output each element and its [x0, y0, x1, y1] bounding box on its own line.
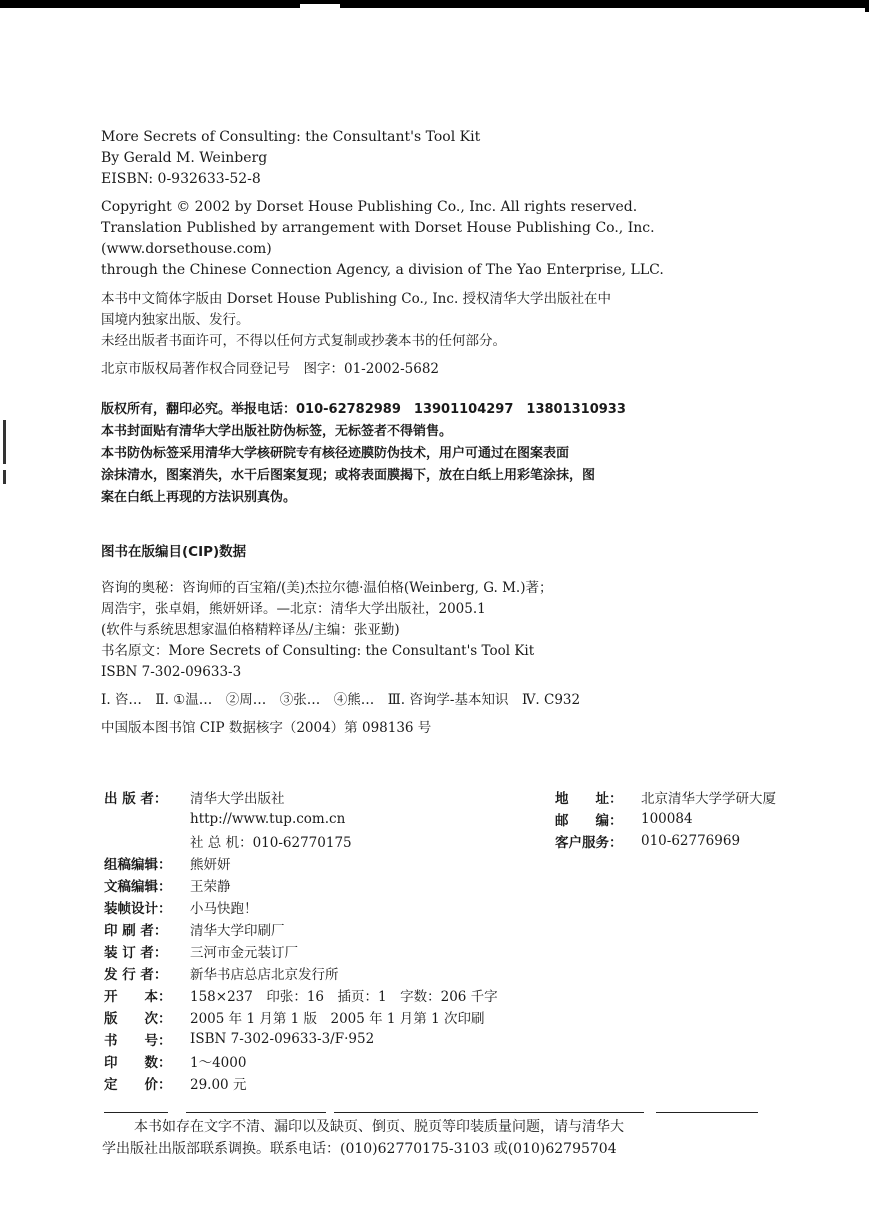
book-number-label: 书 号：: [104, 1033, 172, 1049]
cover-design-label: 装帧设计：: [104, 901, 172, 917]
print-run-value: 1～4000: [190, 1055, 247, 1071]
edition-value: 2005 年 1 月第 1 版 2005 年 1 月第 1 次印刷: [190, 1011, 485, 1027]
postcode-value: 100084: [641, 811, 693, 827]
printer-value: 清华大学印刷厂: [190, 923, 285, 939]
address-label: 地 址：: [555, 791, 623, 807]
copy-editor-label: 文稿编辑：: [104, 879, 172, 895]
cip-line-2: 周浩宇，张卓娟，熊妍妍译。—北京：清华大学出版社，2005.1: [101, 601, 486, 617]
book-number-row: [104, 1028, 784, 1050]
cip-line-1: 咨询的奥秘：咨询师的百宝箱/(美)杰拉尔德·温伯格(Weinberg, G. M.)著；: [101, 580, 553, 596]
postcode-label: 邮 编：: [555, 813, 623, 829]
publisher-info: [104, 786, 784, 1094]
distributor-value: 新华书店总店北京发行所: [190, 967, 339, 983]
price-label: 定 价：: [104, 1077, 172, 1093]
footer-rule: [334, 1112, 644, 1113]
customer-service-value: 010-62776969: [641, 833, 741, 849]
cover-design-row: [104, 896, 784, 918]
customer-service-label: 客户服务：: [555, 835, 623, 851]
footer-rule: [104, 1112, 168, 1113]
quality-notice: [102, 1116, 762, 1160]
copy-editor-row: [104, 874, 784, 896]
edition-label: 版 次：: [104, 1011, 172, 1027]
copyright-line: Copyright © 2002 by Dorset House Publishing Co., Inc. All rights reserved.: [101, 199, 638, 215]
switchboard-value: 社 总 机：010-62770175: [190, 835, 352, 851]
book-number-value: ISBN 7-302-09633-3/F·952: [190, 1031, 375, 1047]
format-row: [104, 984, 784, 1006]
format-label: 开 本：: [104, 989, 172, 1005]
address-value: 北京清华大学学研大厦: [641, 791, 776, 807]
binder-label: 装 订 者：: [104, 945, 168, 961]
footer-rule: [656, 1112, 758, 1113]
antipiracy-line-4: 涂抹清水，图案消失，水干后图案复现；或将表面膜揭下，放在白纸上用彩笔涂抹，图: [101, 468, 596, 483]
registration-line: 北京市版权局著作权合同登记号 图字：01-2002-5682: [101, 361, 440, 377]
english-title-line: More Secrets of Consulting: the Consultant's Tool Kit: [101, 129, 481, 145]
distributor-label: 发 行 者：: [104, 967, 168, 983]
website-value: http://www.tup.com.cn: [190, 811, 346, 827]
antipiracy-line-2: 本书封面贴有清华大学出版社防伪标签，无标签者不得销售。: [101, 424, 453, 439]
acquisitions-editor-label: 组稿编辑：: [104, 857, 172, 873]
distributor-row: [104, 962, 784, 984]
quality-notice-line-2: 学出版社出版部联系调换。联系电话：(010)62770175-3103 或(010)62795704: [102, 1141, 617, 1157]
format-value: 158×237 印张：16 插页：1 字数：206 千字: [190, 989, 498, 1005]
antipiracy-line-1: 版权所有，翻印必究。举报电话：010-62782989 13901104297 13801310933: [101, 402, 626, 417]
eisbn-line: EISBN: 0-932633-52-8: [101, 171, 261, 187]
cover-design-value: 小马快跑！: [190, 901, 258, 917]
acquisitions-editor-value: 熊妍妍: [190, 857, 231, 873]
corner-mark: [865, 0, 869, 12]
printer-row: [104, 918, 784, 940]
footer-rule: [186, 1112, 326, 1113]
binder-value: 三河市金元装订厂: [190, 945, 298, 961]
cip-line-3: (软件与系统思想家温伯格精粹译丛/主编：张亚勤): [101, 622, 400, 638]
acquisitions-editor-row: [104, 852, 784, 874]
scan-edge-mark: [3, 420, 6, 464]
print-run-label: 印 数：: [104, 1055, 172, 1071]
english-author-line: By Gerald M. Weinberg: [101, 150, 268, 166]
cip-line-6: Ⅰ. 咨… Ⅱ. ①温… ②周… ③张… ④熊… Ⅲ. 咨询学-基本知识 Ⅳ. C932: [101, 692, 581, 708]
antipiracy-line-5: 案在白纸上再现的方法识别真伪。: [101, 490, 297, 505]
website-line: (www.dorsethouse.com): [101, 241, 272, 257]
cip-line-5: ISBN 7-302-09633-3: [101, 664, 242, 680]
quality-notice-line-1: 本书如存在文字不清、漏印以及缺页、倒页、脱页等印装质量问题，请与清华大: [134, 1119, 624, 1135]
translation-line: Translation Published by arrangement with Dorset House Publishing Co., Inc.: [101, 220, 655, 236]
chinese-rights-line-3: 未经出版者书面许可，不得以任何方式复制或抄袭本书的任何部分。: [101, 333, 506, 349]
top-border: [0, 0, 869, 8]
scan-edge-mark: [3, 470, 6, 484]
cip-line-4: 书名原文：More Secrets of Consulting: the Consultant's Tool Kit: [101, 643, 535, 659]
switchboard-row: [104, 830, 784, 852]
edition-row: [104, 1006, 784, 1028]
print-run-row: [104, 1050, 784, 1072]
printer-label: 印 刷 者：: [104, 923, 168, 939]
agency-line: through the Chinese Connection Agency, a division of The Yao Enterprise, LLC.: [101, 262, 664, 278]
chinese-rights-line-2: 国境内独家出版、发行。: [101, 312, 250, 328]
cip-line-7: 中国版本图书馆 CIP 数据核字（2004）第 098136 号: [101, 720, 432, 736]
binder-row: [104, 940, 784, 962]
chinese-rights-line-1: 本书中文简体字版由 Dorset House Publishing Co., Inc. 授权清华大学出版社在中: [101, 291, 612, 307]
publisher-label: 出 版 者：: [104, 791, 168, 807]
publisher-row: [104, 786, 784, 808]
top-border-gap: [300, 4, 340, 8]
antipiracy-line-3: 本书防伪标签采用清华大学核研院专有核径迹膜防伪技术，用户可通过在图案表面: [101, 446, 570, 461]
publisher-value: 清华大学出版社: [190, 791, 285, 807]
cip-heading: 图书在版编目(CIP)数据: [101, 544, 247, 560]
copy-editor-value: 王荣静: [190, 879, 231, 895]
price-row: [104, 1072, 784, 1094]
price-value: 29.00 元: [190, 1077, 247, 1093]
website-row: [104, 808, 784, 830]
